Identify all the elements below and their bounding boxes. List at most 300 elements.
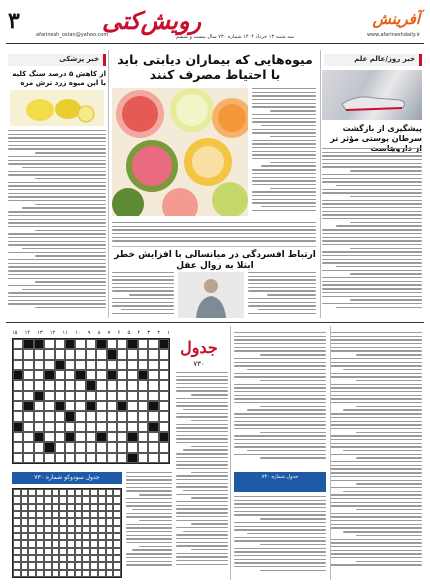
crossword-cell[interactable] xyxy=(75,422,85,432)
crossword-cell[interactable] xyxy=(138,391,148,401)
crossword-cell[interactable] xyxy=(34,360,44,370)
wordsearch-cell[interactable] xyxy=(98,504,106,511)
wordsearch-cell[interactable] xyxy=(36,504,44,511)
wordsearch-cell[interactable] xyxy=(98,518,106,525)
crossword-cell[interactable] xyxy=(55,380,65,390)
wordsearch-cell[interactable] xyxy=(75,526,83,533)
wordsearch-cell[interactable] xyxy=(21,570,29,577)
crossword-cell[interactable] xyxy=(23,432,33,442)
crossword-cell[interactable] xyxy=(44,360,54,370)
crossword-cell[interactable] xyxy=(96,339,106,349)
wordsearch-cell[interactable] xyxy=(21,540,29,547)
wordsearch-cell[interactable] xyxy=(52,511,60,518)
wordsearch-cell[interactable] xyxy=(106,540,114,547)
crossword-cell[interactable] xyxy=(159,411,169,421)
crossword-cell[interactable] xyxy=(34,349,44,359)
wordsearch-cell[interactable] xyxy=(44,562,52,569)
wordsearch-cell[interactable] xyxy=(113,533,121,540)
wordsearch-cell[interactable] xyxy=(106,496,114,503)
crossword-cell[interactable] xyxy=(75,380,85,390)
crossword-cell[interactable] xyxy=(107,442,117,452)
crossword-cell[interactable] xyxy=(34,411,44,421)
crossword-cell[interactable] xyxy=(159,422,169,432)
wordsearch-cell[interactable] xyxy=(67,504,75,511)
crossword-cell[interactable] xyxy=(13,349,23,359)
wordsearch-cell[interactable] xyxy=(36,489,44,496)
crossword-cell[interactable] xyxy=(127,339,137,349)
crossword-cell[interactable] xyxy=(117,401,127,411)
crossword-cell[interactable] xyxy=(65,360,75,370)
crossword-cell[interactable] xyxy=(117,339,127,349)
wordsearch-cell[interactable] xyxy=(13,518,21,525)
crossword-cell[interactable] xyxy=(13,380,23,390)
wordsearch-cell[interactable] xyxy=(90,548,98,555)
wordsearch-cell[interactable] xyxy=(90,511,98,518)
crossword-cell[interactable] xyxy=(117,422,127,432)
crossword-cell[interactable] xyxy=(117,432,127,442)
crossword-cell[interactable] xyxy=(86,391,96,401)
crossword-cell[interactable] xyxy=(107,453,117,463)
wordsearch-cell[interactable] xyxy=(44,548,52,555)
crossword-cell[interactable] xyxy=(65,370,75,380)
wordsearch-cell[interactable] xyxy=(67,548,75,555)
crossword-cell[interactable] xyxy=(55,370,65,380)
wordsearch-cell[interactable] xyxy=(28,504,36,511)
crossword-cell[interactable] xyxy=(148,370,158,380)
wordsearch-cell[interactable] xyxy=(52,540,60,547)
wordsearch-cell[interactable] xyxy=(75,489,83,496)
wordsearch-cell[interactable] xyxy=(82,548,90,555)
wordsearch-cell[interactable] xyxy=(59,496,67,503)
crossword-cell[interactable] xyxy=(117,349,127,359)
crossword-cell[interactable] xyxy=(34,453,44,463)
crossword-cell[interactable] xyxy=(65,349,75,359)
wordsearch-cell[interactable] xyxy=(113,526,121,533)
wordsearch-cell[interactable] xyxy=(36,518,44,525)
wordsearch-cell[interactable] xyxy=(75,548,83,555)
crossword-cell[interactable] xyxy=(55,432,65,442)
crossword-cell[interactable] xyxy=(13,411,23,421)
crossword-grid[interactable] xyxy=(12,338,170,464)
crossword-cell[interactable] xyxy=(23,360,33,370)
crossword-cell[interactable] xyxy=(44,380,54,390)
crossword-cell[interactable] xyxy=(13,422,23,432)
crossword-cell[interactable] xyxy=(86,339,96,349)
wordsearch-cell[interactable] xyxy=(52,555,60,562)
crossword-cell[interactable] xyxy=(44,370,54,380)
wordsearch-cell[interactable] xyxy=(75,496,83,503)
crossword-cell[interactable] xyxy=(13,432,23,442)
wordsearch-cell[interactable] xyxy=(13,562,21,569)
wordsearch-cell[interactable] xyxy=(36,526,44,533)
wordsearch-cell[interactable] xyxy=(13,555,21,562)
crossword-cell[interactable] xyxy=(86,432,96,442)
crossword-cell[interactable] xyxy=(159,442,169,452)
wordsearch-cell[interactable] xyxy=(59,526,67,533)
wordsearch-cell[interactable] xyxy=(113,504,121,511)
wordsearch-cell[interactable] xyxy=(82,511,90,518)
crossword-cell[interactable] xyxy=(65,453,75,463)
crossword-cell[interactable] xyxy=(65,422,75,432)
wordsearch-cell[interactable] xyxy=(36,496,44,503)
crossword-cell[interactable] xyxy=(34,401,44,411)
wordsearch-grid[interactable] xyxy=(12,488,122,578)
wordsearch-cell[interactable] xyxy=(21,489,29,496)
crossword-cell[interactable] xyxy=(75,411,85,421)
wordsearch-cell[interactable] xyxy=(75,562,83,569)
wordsearch-cell[interactable] xyxy=(90,526,98,533)
crossword-cell[interactable] xyxy=(65,339,75,349)
wordsearch-cell[interactable] xyxy=(98,540,106,547)
crossword-cell[interactable] xyxy=(107,401,117,411)
wordsearch-cell[interactable] xyxy=(21,518,29,525)
crossword-cell[interactable] xyxy=(23,370,33,380)
wordsearch-cell[interactable] xyxy=(52,496,60,503)
wordsearch-cell[interactable] xyxy=(44,504,52,511)
crossword-cell[interactable] xyxy=(96,391,106,401)
crossword-cell[interactable] xyxy=(13,442,23,452)
wordsearch-cell[interactable] xyxy=(106,555,114,562)
crossword-cell[interactable] xyxy=(55,422,65,432)
wordsearch-cell[interactable] xyxy=(44,511,52,518)
wordsearch-cell[interactable] xyxy=(90,533,98,540)
wordsearch-cell[interactable] xyxy=(98,526,106,533)
crossword-cell[interactable] xyxy=(127,453,137,463)
wordsearch-cell[interactable] xyxy=(67,489,75,496)
crossword-cell[interactable] xyxy=(34,380,44,390)
wordsearch-cell[interactable] xyxy=(13,511,21,518)
crossword-cell[interactable] xyxy=(65,442,75,452)
wordsearch-cell[interactable] xyxy=(52,570,60,577)
wordsearch-cell[interactable] xyxy=(90,496,98,503)
wordsearch-cell[interactable] xyxy=(36,570,44,577)
crossword-cell[interactable] xyxy=(96,360,106,370)
wordsearch-cell[interactable] xyxy=(75,504,83,511)
wordsearch-cell[interactable] xyxy=(52,562,60,569)
wordsearch-cell[interactable] xyxy=(13,496,21,503)
wordsearch-cell[interactable] xyxy=(13,533,21,540)
crossword-cell[interactable] xyxy=(13,391,23,401)
crossword-cell[interactable] xyxy=(65,411,75,421)
wordsearch-cell[interactable] xyxy=(21,526,29,533)
wordsearch-cell[interactable] xyxy=(59,570,67,577)
wordsearch-cell[interactable] xyxy=(59,533,67,540)
crossword-cell[interactable] xyxy=(44,453,54,463)
crossword-cell[interactable] xyxy=(23,442,33,452)
wordsearch-cell[interactable] xyxy=(21,562,29,569)
wordsearch-cell[interactable] xyxy=(59,562,67,569)
wordsearch-cell[interactable] xyxy=(44,533,52,540)
crossword-cell[interactable] xyxy=(55,360,65,370)
wordsearch-cell[interactable] xyxy=(90,555,98,562)
wordsearch-cell[interactable] xyxy=(28,540,36,547)
crossword-cell[interactable] xyxy=(23,422,33,432)
wordsearch-cell[interactable] xyxy=(67,540,75,547)
crossword-cell[interactable] xyxy=(138,339,148,349)
wordsearch-cell[interactable] xyxy=(44,518,52,525)
wordsearch-cell[interactable] xyxy=(98,511,106,518)
wordsearch-cell[interactable] xyxy=(67,562,75,569)
crossword-cell[interactable] xyxy=(107,422,117,432)
wordsearch-cell[interactable] xyxy=(59,504,67,511)
crossword-cell[interactable] xyxy=(159,453,169,463)
crossword-cell[interactable] xyxy=(13,360,23,370)
wordsearch-cell[interactable] xyxy=(36,562,44,569)
wordsearch-cell[interactable] xyxy=(59,555,67,562)
crossword-cell[interactable] xyxy=(75,453,85,463)
crossword-cell[interactable] xyxy=(23,391,33,401)
crossword-cell[interactable] xyxy=(96,370,106,380)
wordsearch-cell[interactable] xyxy=(44,526,52,533)
wordsearch-cell[interactable] xyxy=(90,540,98,547)
crossword-cell[interactable] xyxy=(127,360,137,370)
crossword-cell[interactable] xyxy=(55,453,65,463)
crossword-cell[interactable] xyxy=(148,360,158,370)
crossword-cell[interactable] xyxy=(23,339,33,349)
crossword-cell[interactable] xyxy=(138,380,148,390)
wordsearch-cell[interactable] xyxy=(82,496,90,503)
wordsearch-cell[interactable] xyxy=(36,555,44,562)
wordsearch-cell[interactable] xyxy=(75,533,83,540)
crossword-cell[interactable] xyxy=(55,339,65,349)
wordsearch-cell[interactable] xyxy=(44,555,52,562)
crossword-cell[interactable] xyxy=(13,339,23,349)
crossword-cell[interactable] xyxy=(138,422,148,432)
wordsearch-cell[interactable] xyxy=(113,570,121,577)
wordsearch-cell[interactable] xyxy=(44,496,52,503)
crossword-cell[interactable] xyxy=(34,370,44,380)
wordsearch-cell[interactable] xyxy=(21,533,29,540)
crossword-cell[interactable] xyxy=(96,453,106,463)
wordsearch-cell[interactable] xyxy=(113,562,121,569)
wordsearch-cell[interactable] xyxy=(98,533,106,540)
wordsearch-cell[interactable] xyxy=(59,511,67,518)
wordsearch-cell[interactable] xyxy=(67,555,75,562)
crossword-cell[interactable] xyxy=(75,391,85,401)
wordsearch-cell[interactable] xyxy=(21,555,29,562)
crossword-cell[interactable] xyxy=(127,411,137,421)
wordsearch-cell[interactable] xyxy=(113,548,121,555)
crossword-cell[interactable] xyxy=(107,370,117,380)
wordsearch-cell[interactable] xyxy=(75,570,83,577)
crossword-cell[interactable] xyxy=(138,401,148,411)
crossword-cell[interactable] xyxy=(34,391,44,401)
wordsearch-cell[interactable] xyxy=(90,489,98,496)
crossword-cell[interactable] xyxy=(148,391,158,401)
wordsearch-cell[interactable] xyxy=(90,504,98,511)
crossword-cell[interactable] xyxy=(86,360,96,370)
wordsearch-cell[interactable] xyxy=(28,511,36,518)
crossword-cell[interactable] xyxy=(159,370,169,380)
crossword-cell[interactable] xyxy=(55,411,65,421)
crossword-cell[interactable] xyxy=(44,401,54,411)
wordsearch-cell[interactable] xyxy=(52,533,60,540)
crossword-cell[interactable] xyxy=(44,349,54,359)
crossword-cell[interactable] xyxy=(44,339,54,349)
crossword-cell[interactable] xyxy=(159,380,169,390)
crossword-cell[interactable] xyxy=(127,380,137,390)
wordsearch-cell[interactable] xyxy=(82,489,90,496)
wordsearch-cell[interactable] xyxy=(67,533,75,540)
wordsearch-cell[interactable] xyxy=(28,533,36,540)
crossword-cell[interactable] xyxy=(34,442,44,452)
crossword-cell[interactable] xyxy=(96,380,106,390)
website-url[interactable]: www.afarineshdaily.ir xyxy=(366,32,420,38)
crossword-cell[interactable] xyxy=(148,422,158,432)
crossword-cell[interactable] xyxy=(107,380,117,390)
crossword-cell[interactable] xyxy=(23,453,33,463)
crossword-cell[interactable] xyxy=(117,453,127,463)
crossword-cell[interactable] xyxy=(107,349,117,359)
crossword-cell[interactable] xyxy=(34,432,44,442)
crossword-cell[interactable] xyxy=(86,349,96,359)
crossword-cell[interactable] xyxy=(96,401,106,411)
crossword-cell[interactable] xyxy=(23,401,33,411)
wordsearch-cell[interactable] xyxy=(28,526,36,533)
crossword-cell[interactable] xyxy=(107,432,117,442)
crossword-cell[interactable] xyxy=(117,411,127,421)
crossword-cell[interactable] xyxy=(127,349,137,359)
wordsearch-cell[interactable] xyxy=(36,511,44,518)
wordsearch-cell[interactable] xyxy=(36,548,44,555)
crossword-cell[interactable] xyxy=(117,391,127,401)
wordsearch-cell[interactable] xyxy=(36,540,44,547)
wordsearch-cell[interactable] xyxy=(52,518,60,525)
crossword-cell[interactable] xyxy=(44,432,54,442)
wordsearch-cell[interactable] xyxy=(113,496,121,503)
wordsearch-cell[interactable] xyxy=(106,548,114,555)
crossword-cell[interactable] xyxy=(96,422,106,432)
crossword-cell[interactable] xyxy=(34,422,44,432)
crossword-cell[interactable] xyxy=(159,360,169,370)
wordsearch-cell[interactable] xyxy=(113,511,121,518)
wordsearch-cell[interactable] xyxy=(106,562,114,569)
wordsearch-cell[interactable] xyxy=(75,518,83,525)
crossword-cell[interactable] xyxy=(117,370,127,380)
wordsearch-cell[interactable] xyxy=(106,526,114,533)
crossword-cell[interactable] xyxy=(148,349,158,359)
crossword-cell[interactable] xyxy=(34,339,44,349)
wordsearch-cell[interactable] xyxy=(113,540,121,547)
wordsearch-cell[interactable] xyxy=(113,555,121,562)
crossword-cell[interactable] xyxy=(96,411,106,421)
crossword-cell[interactable] xyxy=(159,339,169,349)
crossword-cell[interactable] xyxy=(107,339,117,349)
wordsearch-cell[interactable] xyxy=(106,570,114,577)
wordsearch-cell[interactable] xyxy=(52,504,60,511)
crossword-cell[interactable] xyxy=(148,380,158,390)
wordsearch-cell[interactable] xyxy=(82,533,90,540)
wordsearch-cell[interactable] xyxy=(113,489,121,496)
wordsearch-cell[interactable] xyxy=(82,570,90,577)
crossword-cell[interactable] xyxy=(55,391,65,401)
crossword-cell[interactable] xyxy=(65,432,75,442)
wordsearch-cell[interactable] xyxy=(75,540,83,547)
crossword-cell[interactable] xyxy=(138,411,148,421)
crossword-cell[interactable] xyxy=(65,380,75,390)
wordsearch-cell[interactable] xyxy=(82,526,90,533)
wordsearch-cell[interactable] xyxy=(82,562,90,569)
crossword-cell[interactable] xyxy=(148,442,158,452)
wordsearch-cell[interactable] xyxy=(59,548,67,555)
wordsearch-cell[interactable] xyxy=(28,489,36,496)
crossword-cell[interactable] xyxy=(107,391,117,401)
wordsearch-cell[interactable] xyxy=(13,548,21,555)
crossword-cell[interactable] xyxy=(23,349,33,359)
wordsearch-cell[interactable] xyxy=(106,511,114,518)
crossword-cell[interactable] xyxy=(44,391,54,401)
wordsearch-cell[interactable] xyxy=(59,540,67,547)
wordsearch-cell[interactable] xyxy=(67,496,75,503)
crossword-cell[interactable] xyxy=(86,453,96,463)
crossword-cell[interactable] xyxy=(127,432,137,442)
wordsearch-cell[interactable] xyxy=(75,511,83,518)
crossword-cell[interactable] xyxy=(148,453,158,463)
crossword-cell[interactable] xyxy=(96,442,106,452)
crossword-cell[interactable] xyxy=(44,422,54,432)
wordsearch-cell[interactable] xyxy=(28,562,36,569)
crossword-cell[interactable] xyxy=(138,432,148,442)
crossword-cell[interactable] xyxy=(75,442,85,452)
crossword-cell[interactable] xyxy=(159,349,169,359)
crossword-cell[interactable] xyxy=(107,360,117,370)
wordsearch-cell[interactable] xyxy=(98,548,106,555)
crossword-cell[interactable] xyxy=(127,401,137,411)
wordsearch-cell[interactable] xyxy=(59,518,67,525)
crossword-cell[interactable] xyxy=(23,411,33,421)
crossword-cell[interactable] xyxy=(159,401,169,411)
wordsearch-cell[interactable] xyxy=(67,518,75,525)
crossword-cell[interactable] xyxy=(55,349,65,359)
crossword-cell[interactable] xyxy=(75,370,85,380)
wordsearch-cell[interactable] xyxy=(75,555,83,562)
crossword-cell[interactable] xyxy=(55,442,65,452)
wordsearch-cell[interactable] xyxy=(28,555,36,562)
wordsearch-cell[interactable] xyxy=(82,518,90,525)
crossword-cell[interactable] xyxy=(138,453,148,463)
crossword-cell[interactable] xyxy=(148,339,158,349)
wordsearch-cell[interactable] xyxy=(113,518,121,525)
wordsearch-cell[interactable] xyxy=(98,489,106,496)
wordsearch-cell[interactable] xyxy=(21,511,29,518)
crossword-cell[interactable] xyxy=(127,391,137,401)
crossword-cell[interactable] xyxy=(96,349,106,359)
wordsearch-cell[interactable] xyxy=(98,562,106,569)
crossword-cell[interactable] xyxy=(148,401,158,411)
crossword-cell[interactable] xyxy=(65,401,75,411)
wordsearch-cell[interactable] xyxy=(90,562,98,569)
wordsearch-cell[interactable] xyxy=(82,504,90,511)
wordsearch-cell[interactable] xyxy=(21,548,29,555)
crossword-cell[interactable] xyxy=(138,349,148,359)
wordsearch-cell[interactable] xyxy=(28,496,36,503)
crossword-cell[interactable] xyxy=(107,411,117,421)
crossword-cell[interactable] xyxy=(23,380,33,390)
crossword-cell[interactable] xyxy=(86,422,96,432)
crossword-cell[interactable] xyxy=(75,401,85,411)
crossword-cell[interactable] xyxy=(148,432,158,442)
crossword-cell[interactable] xyxy=(86,442,96,452)
crossword-cell[interactable] xyxy=(75,360,85,370)
crossword-cell[interactable] xyxy=(86,380,96,390)
crossword-cell[interactable] xyxy=(44,411,54,421)
crossword-cell[interactable] xyxy=(86,370,96,380)
wordsearch-cell[interactable] xyxy=(59,489,67,496)
crossword-cell[interactable] xyxy=(159,432,169,442)
crossword-cell[interactable] xyxy=(44,442,54,452)
crossword-cell[interactable] xyxy=(75,339,85,349)
wordsearch-cell[interactable] xyxy=(13,489,21,496)
